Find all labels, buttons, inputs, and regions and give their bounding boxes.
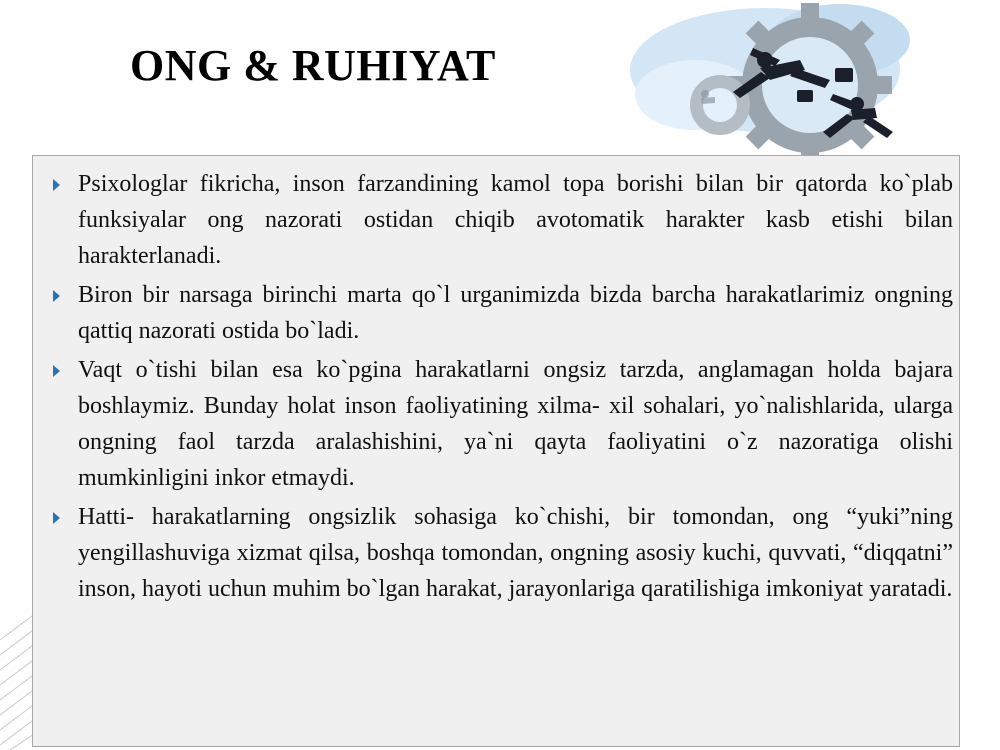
bullet-text: Psixologlar fikricha, inson farzandining kamol topa borishi bilan bir qatorda ko`plab funksiyalar ong nazorati ostidan chiqib avotomatik harakter kasb etishi bilan harakterlanadi. [78,171,953,269]
bullet-item [33,166,953,274]
bullet-arrow-icon [53,290,60,302]
content-box [32,155,960,747]
bullet-item [33,277,953,349]
bullet-arrow-icon [53,179,60,191]
bullet-text: Biron bir narsaga birinchi marta qo`l urganimizda bizda barcha harakatlarimiz ongning qattiq nazorati ostida bo`ladi. [78,282,953,344]
businessmen-gears-clipart [625,0,925,160]
slide-title: ONG & RUHIYAT [130,41,496,90]
bullet-text: Vaqt o`tishi bilan esa ko`pgina harakatlarni ongsiz tarzda, anglamagan holda bajara boshlaymiz. Bunday holat inson faoliyatining xilma- xil sohalari, yo`nalishlarida, ularga ongning faol tarzda aralashishini, ya`ni qayta faoliyatini o`z nazoratiga olishi mumkinligini inkor etmaydi. [78,357,953,491]
bullet-arrow-icon [53,512,60,524]
bullet-text: Hatti- harakatlarning ongsizlik sohasiga ko`chishi, bir tomondan, ong “yuki”ning yengillashuviga xizmat qilsa, boshqa tomondan, ongning asosiy kuchi, quvvati, “diqqatni” inson, hayoti uchun muhim bo`lgan harakat, jarayonlariga qaratilishiga imkoniyat yaratadi. [78,504,953,602]
bullet-item [33,352,953,496]
bullet-arrow-icon [53,365,60,377]
bullet-item [33,499,953,607]
bullet-list [33,156,959,607]
